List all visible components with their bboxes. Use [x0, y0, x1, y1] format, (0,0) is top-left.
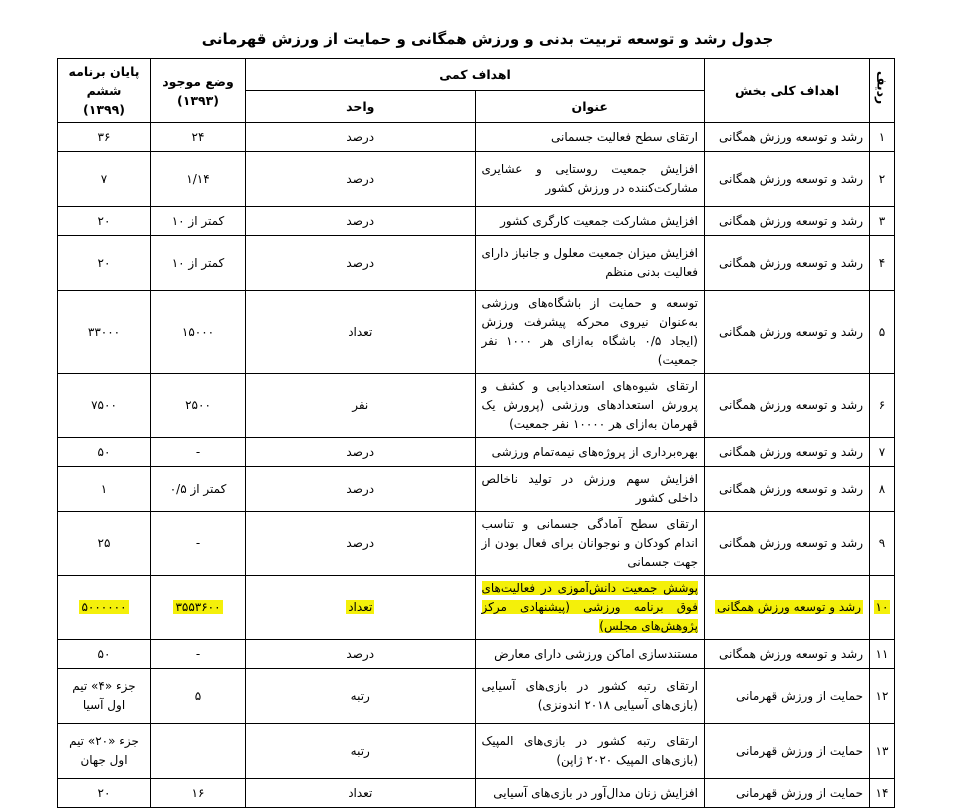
unit-cell	[246, 669, 476, 724]
end-program-cell	[58, 724, 151, 779]
general-goal-cell	[705, 152, 870, 207]
unit-cell	[246, 291, 476, 374]
unit-cell	[246, 374, 476, 438]
row-number-cell-text: ۱۳	[875, 743, 889, 758]
general-goal-cell	[705, 669, 870, 724]
current-status-cell-text: کمتر از ۰/۵	[169, 481, 227, 496]
general-goal-cell	[705, 467, 870, 512]
end-program-cell	[58, 207, 151, 236]
row-number-cell-text: ۹	[878, 536, 886, 550]
unit-cell-text: درصد	[346, 129, 375, 144]
goal-title-cell-text: ارتقای سطح آمادگی جسمانی و تناسب اندام کودکان و نوجوانان برای فعال بودن از جهت جسمانی	[481, 517, 698, 569]
general-goal-cell-text: رشد و توسعه ورزش همگانی	[719, 646, 863, 661]
header-row-no	[870, 59, 895, 123]
table-row	[58, 724, 895, 779]
current-status-cell-text: ۲۵۰۰	[185, 398, 211, 412]
goal-title-cell	[475, 374, 705, 438]
general-goal-cell-text: رشد و توسعه ورزش همگانی	[719, 398, 863, 412]
unit-cell-text: درصد	[346, 171, 375, 186]
end-program-cell-text: ۳۶	[97, 129, 111, 144]
general-goal-cell	[705, 576, 870, 640]
table-row	[58, 207, 895, 236]
goal-title-cell-text: مستندسازی اماکن ورزشی دارای معارض	[494, 646, 698, 661]
current-status-cell-text: ۲۴	[191, 129, 205, 144]
header-end-program-sub: ششم (۱۳۹۹)	[83, 83, 125, 117]
row-number-cell-text: ۵	[878, 324, 886, 339]
goal-title-cell-text: افزایش مشارکت جمعیت کارگری کشور	[500, 213, 698, 228]
goal-title-cell	[475, 438, 705, 467]
table-row	[58, 152, 895, 207]
general-goal-cell	[705, 291, 870, 374]
current-status-cell-text: ۵	[194, 688, 202, 703]
goal-title-cell	[475, 467, 705, 512]
unit-cell	[246, 512, 476, 576]
current-status-cell	[151, 291, 246, 374]
goal-title-cell	[475, 512, 705, 576]
general-goal-cell	[705, 374, 870, 438]
table-row	[58, 467, 895, 512]
row-number-cell-text: ۱۴	[875, 785, 889, 800]
goal-title-cell-text: افزایش سهم ورزش در تولید ناخالص داخلی کشور	[481, 472, 698, 505]
general-goal-cell	[705, 123, 870, 152]
row-number-cell	[870, 640, 895, 669]
general-goal-cell-text: رشد و توسعه ورزش همگانی	[719, 481, 863, 496]
current-status-cell	[151, 438, 246, 467]
unit-cell	[246, 438, 476, 467]
general-goal-cell	[705, 640, 870, 669]
unit-cell	[246, 467, 476, 512]
current-status-cell	[151, 669, 246, 724]
general-goal-cell-text: رشد و توسعه ورزش همگانی	[719, 255, 863, 270]
table-row	[58, 123, 895, 152]
table-row	[58, 291, 895, 374]
end-program-cell	[58, 512, 151, 576]
unit-cell	[246, 152, 476, 207]
end-program-cell-text: ۷۵۰۰	[91, 398, 117, 412]
unit-cell-text: درصد	[346, 536, 375, 550]
general-goal-cell	[705, 724, 870, 779]
row-number-cell-text: ۱	[878, 129, 886, 144]
unit-cell	[246, 640, 476, 669]
current-status-cell	[151, 724, 246, 779]
end-program-cell-text: ۵۰۰۰۰۰۰	[81, 600, 127, 614]
row-number-cell-text: ۱۰	[875, 600, 889, 614]
unit-cell-text: درصد	[346, 213, 375, 228]
goal-title-cell	[475, 236, 705, 291]
row-number-cell-text: ۲	[878, 171, 886, 186]
row-number-cell	[870, 512, 895, 576]
current-status-cell-text: ۱۶	[191, 785, 205, 800]
current-status-cell	[151, 512, 246, 576]
general-goal-cell	[705, 207, 870, 236]
row-number-cell	[870, 123, 895, 152]
goal-title-cell-text: ارتقای رتبه کشور در بازی‌های المپیک (بازی‌های المپیک ۲۰۲۰ ژاپن)	[481, 734, 698, 767]
header-current-status-label: وضع موجود	[162, 73, 234, 89]
general-goal-cell-text: رشد و توسعه ورزش همگانی	[717, 600, 861, 614]
end-program-cell-text: ۲۵	[97, 536, 111, 550]
unit-cell-text: رتبه	[350, 688, 370, 703]
end-program-cell	[58, 374, 151, 438]
current-status-cell-text: -	[195, 536, 201, 550]
end-program-cell	[58, 438, 151, 467]
current-status-cell	[151, 152, 246, 207]
unit-cell	[246, 779, 476, 808]
current-status-cell-text: -	[195, 646, 201, 661]
unit-cell	[246, 576, 476, 640]
header-current-status	[151, 59, 246, 123]
row-number-cell-text: ۳	[878, 213, 886, 228]
row-number-cell	[870, 576, 895, 640]
unit-cell-text: تعداد	[348, 600, 373, 614]
goal-title-cell-text: توسعه و حمایت از باشگاه‌های ورزشی به‌عنوان نیروی محرکه پیشرفت ورزش (ایجاد ۰/۵ باشگاه به‌ازای هر ۱۰۰۰ نفر جمعیت)	[481, 296, 698, 367]
header-title: عنوان	[475, 91, 705, 123]
row-number-cell	[870, 669, 895, 724]
table-row	[58, 669, 895, 724]
program-table	[57, 58, 895, 808]
current-status-cell-text: ۱/۱۴	[186, 171, 210, 186]
end-program-cell	[58, 152, 151, 207]
goal-title-cell-text: ارتقای سطح فعالیت جسمانی	[551, 129, 698, 144]
goal-title-cell-text: ارتقای شیوه‌های استعدادیابی و کشف و پرورش استعدادهای ورزشی (پرورش یک قهرمان به‌ازای هر ۱۰۰۰۰ نفر جمعیت)	[481, 379, 698, 431]
end-program-cell-text: ۱	[100, 481, 108, 496]
end-program-cell	[58, 467, 151, 512]
row-number-cell	[870, 207, 895, 236]
header-general-goals: اهداف کلی بخش	[705, 59, 870, 123]
table-row	[58, 576, 895, 640]
unit-cell-text: نفر	[352, 398, 369, 412]
general-goal-cell-text: حمایت از ورزش قهرمانی	[735, 743, 863, 758]
table-row	[58, 640, 895, 669]
header-quant-goals: اهداف کمی	[246, 59, 705, 91]
end-program-cell-text: ۷	[100, 171, 108, 186]
goal-title-cell-text: بهره‌برداری از پروژه‌های نیمه‌تمام ورزشی	[491, 444, 698, 459]
goal-title-cell	[475, 291, 705, 374]
table-row	[58, 512, 895, 576]
end-program-cell	[58, 640, 151, 669]
general-goal-cell-text: رشد و توسعه ورزش همگانی	[719, 444, 863, 459]
row-number-cell	[870, 779, 895, 808]
row-number-cell-text: ۱۲	[875, 688, 889, 703]
goal-title-cell	[475, 779, 705, 808]
goal-title-cell	[475, 576, 705, 640]
general-goal-cell	[705, 512, 870, 576]
unit-cell	[246, 123, 476, 152]
end-program-cell	[58, 576, 151, 640]
table-row	[58, 374, 895, 438]
row-number-cell	[870, 374, 895, 438]
end-program-cell-text: ۲۰	[97, 785, 111, 800]
current-status-cell	[151, 123, 246, 152]
goal-title-cell-text: ارتقای رتبه کشور در بازی‌های آسیایی (بازی‌های آسیایی ۲۰۱۸ اندونزی)	[481, 679, 698, 712]
row-number-cell	[870, 236, 895, 291]
general-goal-cell-text: رشد و توسعه ورزش همگانی	[719, 536, 863, 550]
row-number-cell-text: ۱۱	[875, 646, 889, 661]
current-status-cell	[151, 236, 246, 291]
goal-title-cell	[475, 152, 705, 207]
goal-title-cell-text: افزایش زنان مدال‌آور در بازی‌های آسیایی	[493, 785, 698, 800]
end-program-cell-text: جزء «۲۰» تیم اول جهان	[69, 734, 139, 767]
current-status-cell	[151, 374, 246, 438]
table-row	[58, 236, 895, 291]
end-program-cell	[58, 236, 151, 291]
row-number-cell	[870, 724, 895, 779]
general-goal-cell	[705, 236, 870, 291]
row-number-cell	[870, 467, 895, 512]
goal-title-cell-text: افزایش جمعیت روستایی و عشایری مشارکت‌کننده در ورزش کشور	[481, 162, 698, 195]
goal-title-cell	[475, 640, 705, 669]
unit-cell-text: رتبه	[350, 743, 370, 758]
current-status-cell	[151, 779, 246, 808]
end-program-cell-text: ۲۰	[97, 255, 111, 270]
end-program-cell-text: ۳۳۰۰۰	[87, 324, 121, 339]
end-program-cell-text: ۵۰	[97, 444, 111, 459]
general-goal-cell-text: رشد و توسعه ورزش همگانی	[719, 213, 863, 228]
unit-cell	[246, 724, 476, 779]
end-program-cell	[58, 123, 151, 152]
goal-title-cell	[475, 123, 705, 152]
table-body	[58, 123, 895, 808]
goal-title-cell-text: پوشش جمعیت دانش‌آموزی در فعالیت‌های فوق برنامه ورزشی (پیشنهادی مرکز پژوهش‌های مجلس)	[481, 581, 698, 633]
header-end-program	[58, 59, 151, 123]
unit-cell-text: درصد	[346, 255, 375, 270]
current-status-cell	[151, 207, 246, 236]
row-number-cell	[870, 152, 895, 207]
row-number-cell-text: ۴	[878, 255, 886, 270]
unit-cell-text: درصد	[346, 444, 375, 459]
general-goal-cell	[705, 779, 870, 808]
end-program-cell	[58, 779, 151, 808]
general-goal-cell-text: رشد و توسعه ورزش همگانی	[719, 171, 863, 186]
header-unit: واحد	[246, 91, 476, 123]
current-status-cell-text: ۳۵۵۳۶۰۰	[175, 600, 221, 614]
table-row	[58, 438, 895, 467]
general-goal-cell-text: حمایت از ورزش قهرمانی	[735, 688, 863, 703]
general-goal-cell-text: حمایت از ورزش قهرمانی	[735, 785, 863, 800]
header-row-no-label: ردیف	[874, 71, 890, 105]
row-number-cell-text: ۸	[878, 481, 886, 496]
general-goal-cell	[705, 438, 870, 467]
current-status-cell-text: -	[195, 444, 201, 459]
current-status-cell-text: ۱۵۰۰۰	[181, 324, 215, 339]
unit-cell-text: درصد	[346, 646, 375, 661]
end-program-cell-text: ۲۰	[97, 213, 111, 228]
general-goal-cell-text: رشد و توسعه ورزش همگانی	[719, 129, 863, 144]
unit-cell-text: درصد	[346, 481, 375, 496]
goal-title-cell	[475, 207, 705, 236]
general-goal-cell-text: رشد و توسعه ورزش همگانی	[719, 324, 863, 339]
goal-title-cell-text: افزایش میزان جمعیت معلول و جانباز دارای فعالیت بدنی منظم	[481, 246, 698, 279]
row-number-cell	[870, 438, 895, 467]
goal-title-cell	[475, 724, 705, 779]
end-program-cell	[58, 291, 151, 374]
row-number-cell	[870, 291, 895, 374]
current-status-cell	[151, 640, 246, 669]
current-status-cell-text: کمتر از ۱۰	[171, 255, 225, 270]
table-row	[58, 779, 895, 808]
end-program-cell-text: ۵۰	[97, 646, 111, 661]
goal-title-cell	[475, 669, 705, 724]
row-number-cell-text: ۷	[878, 444, 886, 459]
end-program-cell	[58, 669, 151, 724]
unit-cell-text: تعداد	[348, 785, 373, 800]
page-title: جدول رشد و توسعه تربیت بدنی و ورزش همگانی و حمایت از ورزش قهرمانی	[201, 30, 774, 48]
row-number-cell-text: ۶	[878, 398, 886, 412]
unit-cell	[246, 236, 476, 291]
current-status-cell	[151, 576, 246, 640]
current-status-cell	[151, 467, 246, 512]
unit-cell-text: تعداد	[348, 324, 373, 339]
end-program-cell-text: جزء «۴» تیم اول آسیا	[72, 679, 136, 712]
current-status-cell-text: کمتر از ۱۰	[171, 213, 225, 228]
header-current-year: (۱۳۹۳)	[177, 92, 219, 108]
unit-cell	[246, 207, 476, 236]
header-end-program-label: پایان برنامه	[68, 64, 140, 79]
